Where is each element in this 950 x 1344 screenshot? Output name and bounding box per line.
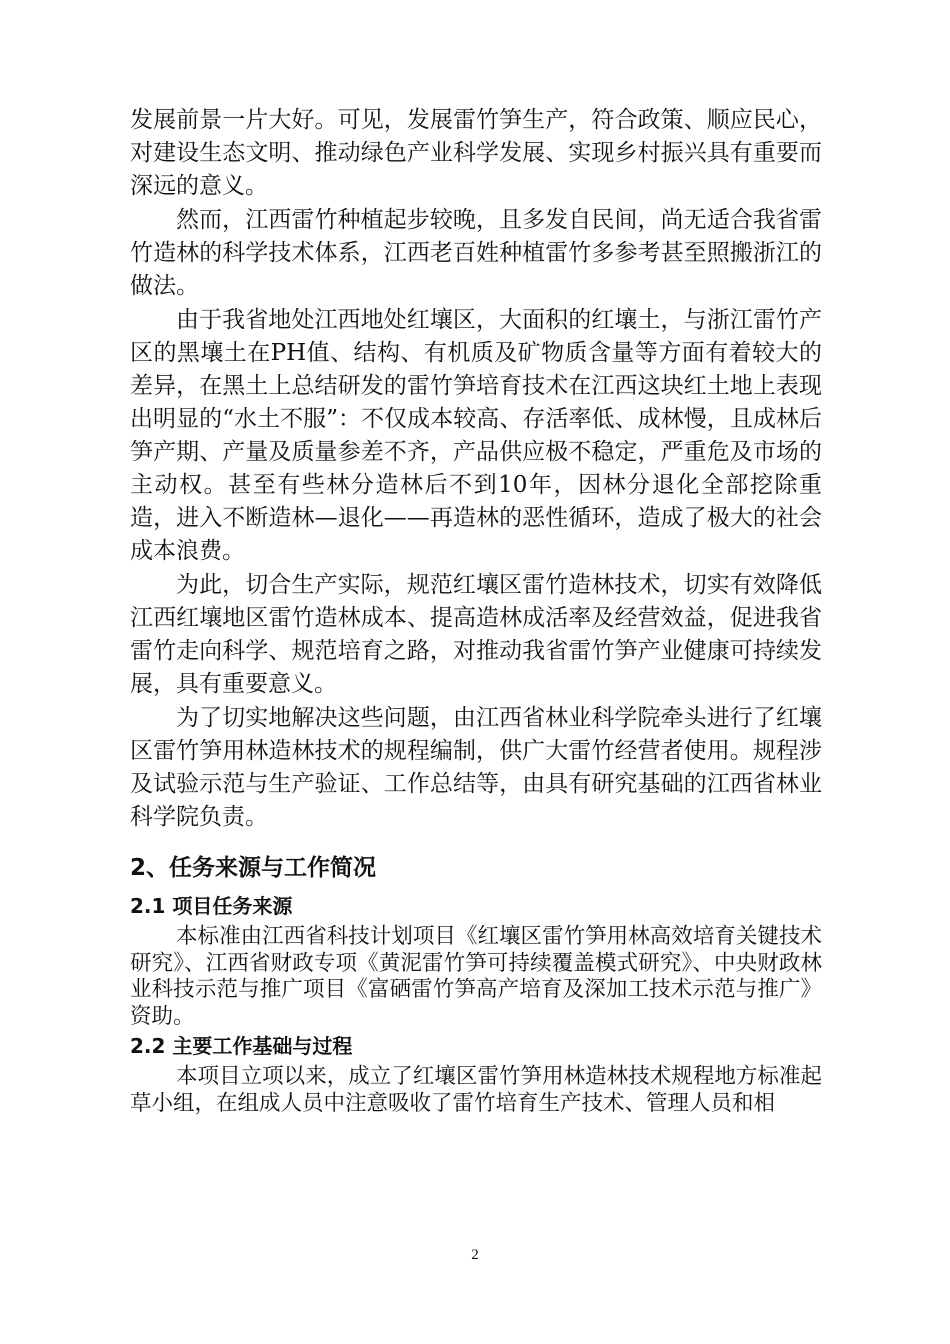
paragraph-significance: 为此，切合生产实际，规范红壤区雷竹造林技术，切实有效降低江西红壤地区雷竹造林成本、提高造林成活率及经营效益，促进我省雷竹走向科学、规范培育之路，对推动我省雷竹笋产业健康可持续发展，具有重要意义。 (130, 572, 822, 697)
page-number: 2 (471, 1247, 479, 1263)
subsection-heading-project-source: 2.1 项目任务来源 (130, 894, 293, 918)
subsection-heading-work-process: 2.2 主要工作基础与过程 (130, 1034, 353, 1058)
paragraph-solution: 为了切实地解决这些问题，由江西省林业科学院牵头进行了红壤区雷竹笋用林造林技术的规程编制，供广大雷竹经营者使用。规程涉及试验示范与生产验证、工作总结等，由具有研究基础的江西省林业科学院负责。 (130, 705, 822, 830)
paragraph-late-start: 然而，江西雷竹种植起步较晚，且多发自民间，尚无适合我省雷竹造林的科学技术体系，江西老百姓种植雷竹多参考甚至照搬浙江的做法。 (130, 207, 822, 299)
paragraph-work-process: 本项目立项以来，成立了红壤区雷竹笋用林造林技术规程地方标准起草小组，在组成人员中注意吸收了雷竹培育生产技术、管理人员和相 (130, 1064, 822, 1116)
paragraph-continuation: 发展前景一片大好。可见，发展雷竹笋生产，符合政策、顺应民心，对建设生态文明、推动绿色产业科学发展、实现乡村振兴具有重要而深远的意义。 (130, 107, 822, 199)
paragraph-soil-difference: 由于我省地处江西地处红壤区，大面积的红壤土，与浙江雷竹产区的黑壤土在PH值、结构、有机质及矿物质含量等方面有着较大的差异，在黑土上总结研发的雷竹笋培育技术在江西这块红土地上表现出明显的“水土不服”：不仅成本较高、存活率低、成林慢，且成林后笋产期、产量及质量参差不齐，产品供应极不稳定，严重危及市场的主动权。甚至有些林分造林后不到10年，因林分退化全部挖除重造，进入不断造林—退化——再造林的恶性循环，造成了极大的社会成本浪费。 (130, 307, 822, 564)
page-body (130, 104, 822, 1118)
paragraph-project-source: 本标准由江西省科技计划项目《红壤区雷竹笋用林高效培育关键技术研究》、江西省财政专项《黄泥雷竹笋可持续覆盖模式研究》、中央财政林业科技示范与推广项目《富硒雷竹笋高产培育及深加工技术示范与推广》资助。 (130, 924, 822, 1029)
section-heading-task-source: 2、任务来源与工作简况 (130, 855, 377, 881)
